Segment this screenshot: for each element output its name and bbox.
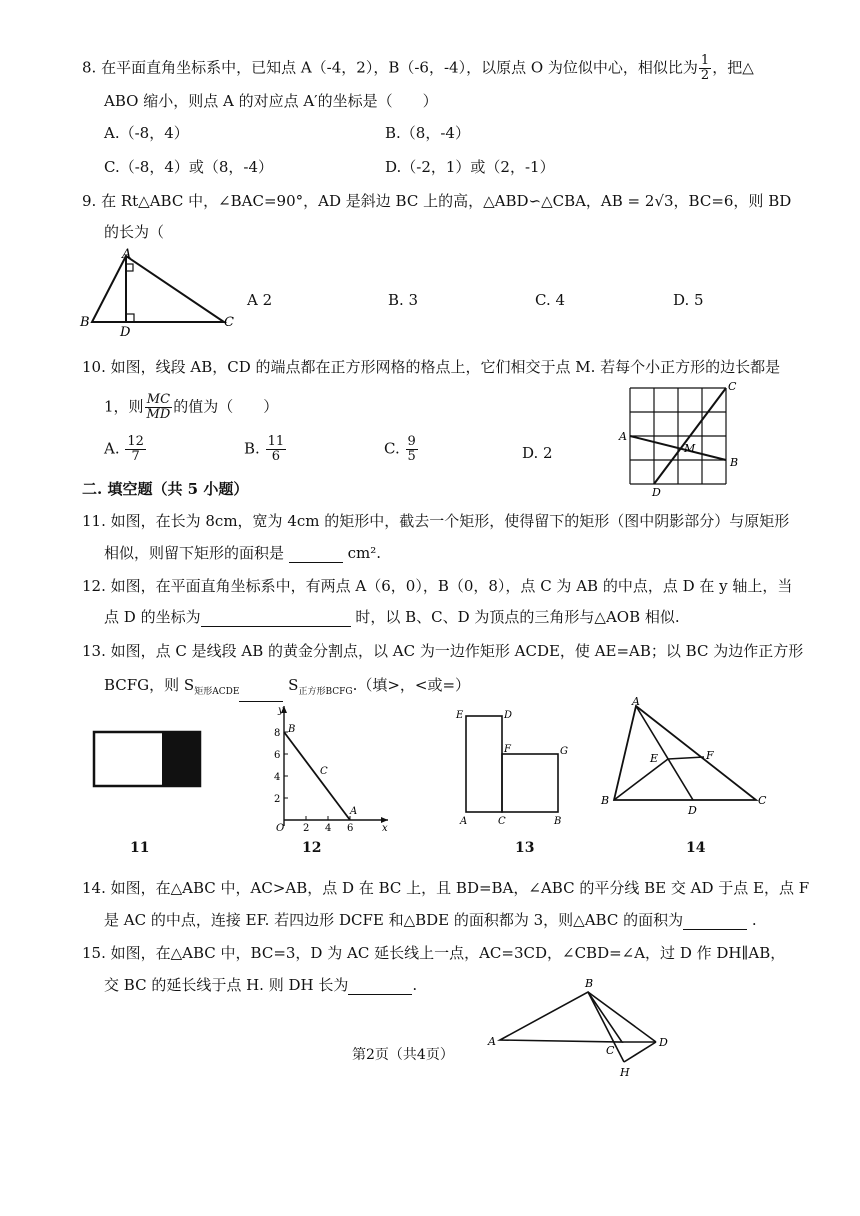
fig12-label-b: B: [288, 724, 296, 735]
fig12-tick-x6: 6: [347, 823, 354, 834]
fig12-label-y: y: [278, 705, 284, 716]
q15-line1: 15. 如图，在△ABC 中，BC=3，D 为 AC 延长线上一点，AC=3CD，∠CBD=∠A，过 D 作 DH∥AB，: [82, 944, 786, 962]
q12-answer-blank[interactable]: [201, 610, 351, 627]
fig12-tick-6: 6: [274, 750, 281, 761]
q11-line2: 相似，则留下矩形的面积是 cm².: [104, 544, 381, 562]
q9-label-c: C: [224, 315, 234, 330]
q10-label-c: C: [728, 380, 737, 393]
q13-line2: BCFG，则 $S_{矩形ACDE}$ $S_{正方形BCFG}$.（填>，<或=）: [104, 675, 470, 702]
q8-option-c: C.（-8，4）或（8，-4）: [104, 158, 274, 176]
fig13-label-g: G: [560, 746, 568, 757]
q9-line1: 9. 在 Rt△ABC 中，∠BAC=90°，AD 是斜边 BC 上的高，△ABD∽△CBA，AB = 2√3，BC=6，则 BD: [82, 192, 792, 210]
fig14-triangle: [596, 694, 776, 819]
q15-answer-blank[interactable]: [348, 978, 412, 995]
fig13-label-e: E: [456, 710, 464, 721]
q11-line1: 11. 如图，在长为 8cm，宽为 4cm 的矩形中，截去一个矩形，使得留下的矩形（图中阴影部分）与原矩形: [82, 512, 790, 530]
q9-line2: 的长为（: [104, 223, 165, 241]
q9-label-b: B: [80, 315, 90, 330]
fig12-tick-x4: 4: [325, 823, 332, 834]
q15-label-h: H: [620, 1066, 630, 1079]
q11-answer-blank[interactable]: [289, 546, 343, 563]
q8-option-a: A.（-8，4）: [104, 124, 189, 142]
fig14-label-d: D: [688, 804, 697, 817]
q14-line2: 是 AC 的中点，连接 EF. 若四边形 DCFE 和△BDE 的面积都为 3，则△ABC 的面积为 .: [104, 911, 757, 929]
fig13-rectangles: [452, 704, 577, 826]
fig12-label-x: x: [382, 823, 388, 834]
fig13-caption: 13: [515, 840, 535, 856]
q9-option-b: B. 3: [388, 291, 419, 309]
fig12-tick-x2: 2: [303, 823, 310, 834]
q9-option-a: A 2: [247, 291, 273, 309]
fig12-coordinate-figure: [270, 700, 395, 835]
q10-line2: 1，则 $\frac{MC}{MD}$ 的值为（ ）: [104, 392, 279, 422]
fig12-caption: 12: [302, 840, 322, 856]
fig12-label-o: O: [276, 823, 285, 834]
q15-label-b: B: [585, 977, 594, 990]
fig14-label-c: C: [758, 794, 767, 807]
q10-option-b: B. $\frac{11}{6}$: [244, 434, 285, 464]
q10-label-d: D: [652, 486, 661, 498]
q10-option-d: D. 2: [522, 444, 553, 462]
q8-line2: ABO 缩小，则点 A 的对应点 A′的坐标是（ ）: [104, 92, 438, 110]
q14-line1: 14. 如图，在△ABC 中，AC>AB，点 D 在 BC 上，且 BD=BA，∠ABC 的平分线 BE 交 AD 于点 E，点 F: [82, 879, 810, 897]
q10-option-c: C. $\frac{9}{5}$: [384, 434, 416, 464]
fig13-label-b: B: [554, 816, 562, 826]
q12-line1: 12. 如图，在平面直角坐标系中，有两点 A（6，0），B（0，8），点 C 为 AB 的中点，点 D 在 y 轴上，当: [82, 577, 793, 595]
q12-line2: 点 D 的坐标为 时，以 B、C、D 为顶点的三角形与△AOB 相似.: [104, 608, 680, 626]
q15-figure: [484, 972, 684, 1082]
q9-option-d: D. 5: [673, 291, 704, 309]
q8-ratio-fraction: $\frac{1}{2}$: [700, 53, 710, 83]
q15-label-c: C: [606, 1044, 615, 1057]
q10-grid-figure: [614, 380, 744, 498]
q14-answer-blank[interactable]: [683, 913, 747, 930]
q15-label-a: A: [488, 1035, 496, 1048]
fig13-label-a: A: [460, 816, 468, 826]
q10-line1: 10. 如图，线段 AB，CD 的端点都在正方形网格的格点上，它们相交于点 M. 若每个小正方形的边长都是: [82, 358, 781, 376]
q9-option-c: C. 4: [535, 291, 566, 309]
fig11-rectangle: [92, 730, 204, 790]
q10-label-a: A: [619, 430, 627, 443]
q15-line2: 交 BC 的延长线于点 H. 则 DH 长为 .: [104, 976, 418, 994]
fig12-tick-4: 4: [274, 772, 281, 783]
q13-line1: 13. 如图，点 C 是线段 AB 的黄金分割点，以 AC 为一边作矩形 ACDE，使 AE=AB；以 BC 为边作正方形: [82, 642, 804, 660]
fig12-label-c: C: [320, 766, 328, 777]
fig14-label-e: E: [650, 752, 659, 765]
q8-option-b: B.（8，-4）: [385, 124, 470, 142]
fig13-label-c: C: [498, 816, 506, 826]
fig11-caption: 11: [130, 840, 150, 856]
q10-option-a: A. $\frac{12}{7}$: [104, 434, 144, 464]
page-footer: 第2页（共4页）: [352, 1047, 454, 1063]
fig12-tick-8: 8: [274, 728, 281, 739]
fig14-label-f: F: [706, 749, 714, 762]
fig12-tick-2: 2: [274, 794, 281, 805]
q9-triangle-figure: [78, 248, 238, 338]
q9-label-a: A: [122, 248, 132, 262]
fig12-label-a: A: [350, 806, 358, 817]
q9-label-d: D: [120, 325, 131, 338]
fig13-label-d: D: [504, 710, 513, 721]
q8-line1: 8. 在平面直角坐标系中，已知点 A（-4，2），B（-6，-4），以原点 O 为位似中心，相似比为 $\frac{1}{2}$ ，把△: [82, 53, 754, 83]
q10-label-b: B: [730, 456, 739, 469]
q10-label-m: M: [684, 442, 696, 455]
q10-ratio-fraction: $\frac{MC}{MD}$: [146, 392, 171, 422]
fig13-label-f: F: [504, 744, 511, 755]
fig14-label-b: B: [601, 794, 610, 807]
q15-label-d: D: [659, 1036, 668, 1049]
q8-option-d: D.（-2，1）或（2，-1）: [385, 158, 555, 176]
fig14-label-a: A: [632, 695, 640, 708]
section-2-heading: 二. 填空题（共 5 小题）: [82, 480, 249, 498]
fig14-caption: 14: [686, 840, 706, 856]
